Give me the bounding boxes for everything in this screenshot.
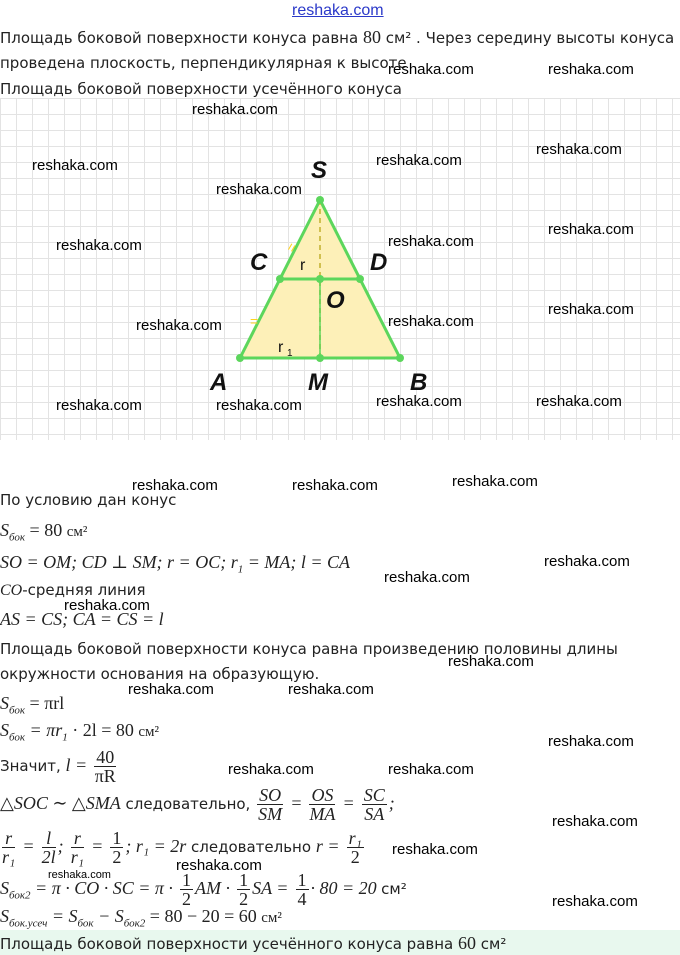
watermark: reshaka.com: [552, 813, 638, 830]
watermark: reshaka.com: [548, 61, 634, 78]
watermark: reshaka.com: [56, 397, 142, 414]
watermark: reshaka.com: [536, 393, 622, 410]
watermark: reshaka.com: [388, 61, 474, 78]
watermark: reshaka.com: [388, 233, 474, 250]
watermark: reshaka.com: [384, 569, 470, 586]
problem-line-2: проведена плоскость, перпендикулярная к высоте: [0, 54, 407, 72]
eq-s-frustum: $S_{бок.усеч} = S_{бок} - S_{бок2} = 80 - 20 = 60$ см²: [0, 906, 282, 930]
label-d: D: [370, 249, 388, 276]
label-a: A: [210, 369, 228, 396]
label-m: M: [308, 369, 328, 396]
point-c: [276, 275, 284, 283]
label-r1-sub: 1: [287, 348, 293, 359]
watermark-small: reshaka.com: [48, 869, 111, 881]
watermark: reshaka.com: [176, 857, 262, 874]
watermark: reshaka.com: [548, 301, 634, 318]
point-s: [316, 196, 324, 204]
watermark: reshaka.com: [536, 141, 622, 158]
theory-line-1: Площадь боковой поверхности конуса равна произведению половины длины: [0, 640, 618, 658]
watermark: reshaka.com: [216, 181, 302, 198]
tick-ac: =: [250, 313, 259, 329]
problem-line-1: Площадь боковой поверхности конуса равна 80 см² . Через середину высоты конуса: [0, 27, 675, 47]
watermark: reshaka.com: [132, 477, 218, 494]
watermark: reshaka.com: [548, 221, 634, 238]
label-s: S: [311, 157, 328, 184]
watermark: reshaka.com: [388, 761, 474, 778]
eq-s-bok2: $S_{бок2} = \pi$ · CO · SC = π · $\frac{1}{2}$ AM · $\frac{1}{2}$ SA = $\frac{1}{4}$ · 80 = 20 см²: [0, 870, 407, 909]
watermark: reshaka.com: [376, 393, 462, 410]
midline-note: CO-средняя линия: [0, 581, 146, 599]
watermark: reshaka.com: [64, 597, 150, 614]
eq-s-bok: $S_{бок} = 80$ см²: [0, 520, 88, 544]
watermark: reshaka.com: [544, 553, 630, 570]
solution-given: По условию дан конус: [0, 491, 177, 509]
answer-box: [0, 930, 680, 955]
watermark: reshaka.com: [392, 841, 478, 858]
eq-sides: AS = CS; CA = CS = l: [0, 609, 164, 629]
eq-formula: $S_{бок} = \pi rl$: [0, 693, 65, 717]
point-b: [396, 354, 404, 362]
eq-similarity: △SOC ∼ △SMA следовательно, $\frac{SO}{SM}$ = $\frac{OS}{MA}$ = $\frac{SC}{SA}$ ;: [0, 785, 395, 824]
point-d: [356, 275, 364, 283]
watermark: reshaka.com: [216, 397, 302, 414]
watermark: reshaka.com: [128, 681, 214, 698]
eq-l: Значит, l = $\frac{40}{\pi R}$: [0, 747, 116, 786]
label-b: B: [410, 369, 428, 396]
answer-text: Площадь боковой поверхности усечённого конуса равна 60 см²: [0, 933, 507, 953]
point-m: [316, 354, 324, 362]
watermark: reshaka.com: [136, 317, 222, 334]
label-c: C: [250, 249, 268, 276]
watermark: reshaka.com: [292, 477, 378, 494]
watermark: reshaka.com: [228, 761, 314, 778]
watermark: reshaka.com: [56, 237, 142, 254]
point-a: [236, 354, 244, 362]
watermark: reshaka.com: [192, 101, 278, 118]
eq-area: $S_{бок} = \pi r_1 \cdot 2l = 80$ см²: [0, 720, 160, 744]
label-r1: r: [278, 339, 284, 356]
watermark: reshaka.com: [388, 313, 474, 330]
watermark: reshaka.com: [288, 681, 374, 698]
site-header-link[interactable]: reshaka.com: [292, 2, 384, 19]
watermark: reshaka.com: [376, 152, 462, 169]
label-o: O: [326, 287, 345, 314]
watermark: reshaka.com: [548, 733, 634, 750]
problem-line-3: Площадь боковой поверхности усечённого конуса: [0, 80, 402, 98]
theory-line-2: окружности основания на образующую.: [0, 665, 320, 683]
eq-relations: SO = OM; CD ⊥ SM; r = OC; $r_1$ = MA; l = CA: [0, 552, 350, 576]
watermark: reshaka.com: [552, 893, 638, 910]
watermark: reshaka.com: [448, 653, 534, 670]
point-o: [316, 275, 324, 283]
tick-cs: =: [282, 239, 301, 255]
watermark: reshaka.com: [452, 473, 538, 490]
eq-ratio: $\frac{r}{\text{r₁}}$ = $\frac{l}{2l}$ ; $\frac{r}{\text{r₁}}$ = $\frac{1}{2}$ ; r₁ = 2r следовательно r = $\frac{\text{r₁}}{2}$: [2, 828, 362, 867]
label-r: r: [300, 257, 306, 274]
watermark: reshaka.com: [32, 157, 118, 174]
